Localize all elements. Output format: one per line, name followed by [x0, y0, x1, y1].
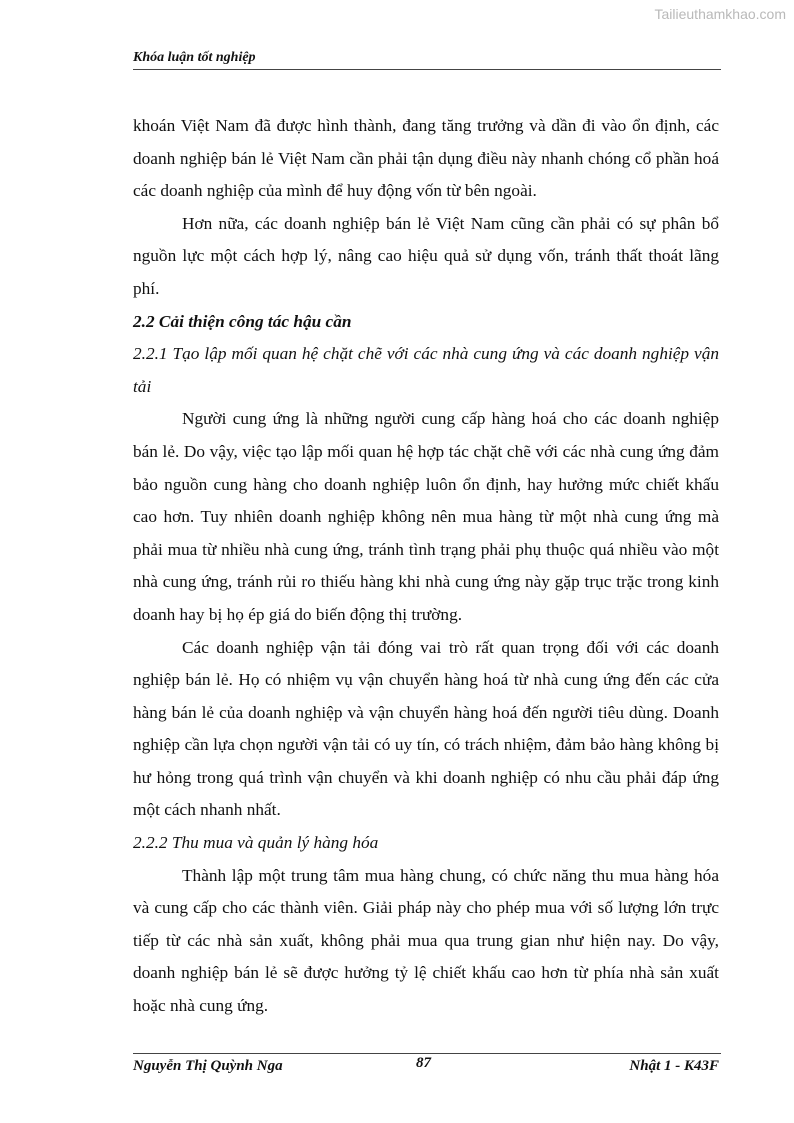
- page-number: 87: [416, 1055, 431, 1071]
- header-title: Khóa luận tốt nghiệp: [133, 50, 256, 65]
- footer-divider: [133, 1053, 721, 1054]
- paragraph: Người cung ứng là những người cung cấp hàng hoá cho các doanh nghiệp bán lẻ. Do vậy, việc tạo lập mối quan hệ hợp tác chặt chẽ với các nhà cung ứng đảm bảo nguồn cung hàng cho doanh nghiệp luôn ổn định, hay hưởng mức chiết khấu cao hơn. Tuy nhiên doanh nghiệp không nên mua hàng từ một nhà cung ứng mà phải mua từ nhiều nhà cung ứng, tránh tình trạng phải phụ thuộc quá nhiều vào một nhà cung ứng, tránh rủi ro thiếu hàng khi nhà cung ứng này gặp trục trặc trong kinh doanh hay bị họ ép giá do biến động thị trường.: [133, 409, 719, 624]
- section-heading: 2.2 Cải thiện công tác hậu cần: [133, 311, 352, 331]
- subsection-heading: 2.2.1 Tạo lập mối quan hệ chặt chẽ với các nhà cung ứng và các doanh nghiệp vận tải: [133, 344, 719, 396]
- page-header: [133, 49, 721, 70]
- page-footer: [133, 1056, 719, 1080]
- watermark: Tailieuthamkhao.com: [654, 6, 786, 22]
- footer-author: Nguyễn Thị Quỳnh Nga: [133, 1058, 283, 1074]
- footer-class: Nhật 1 - K43F: [629, 1058, 719, 1074]
- paragraph: khoán Việt Nam đã được hình thành, đang tăng trưởng và dần đi vào ổn định, các doanh nghiệp bán lẻ Việt Nam cần phải tận dụng điều này nhanh chóng cổ phần hoá các doanh nghiệp của mình để huy động vốn từ bên ngoài.: [133, 116, 719, 201]
- page-content: [133, 110, 719, 1023]
- paragraph: Thành lập một trung tâm mua hàng chung, có chức năng thu mua hàng hóa và cung cấp cho các thành viên. Giải pháp này cho phép mua với số lượng lớn trực tiếp từ các nhà sản xuất, không phải mua qua trung gian như hiện nay. Do vậy, doanh nghiệp bán lẻ sẽ được hưởng tỷ lệ chiết khấu cao hơn từ phía nhà sản xuất hoặc nhà cung ứng.: [133, 865, 719, 1016]
- paragraph: Các doanh nghiệp vận tải đóng vai trò rất quan trọng đối với các doanh nghiệp bán lẻ. Họ có nhiệm vụ vận chuyển hàng hoá từ nhà cung ứng đến các cửa hàng bán lẻ của doanh nghiệp và vận chuyển hàng hoá đến người tiêu dùng. Doanh nghiệp cần lựa chọn người vận tải có uy tín, có trách nhiệm, đảm bảo hàng không bị hư hỏng trong quá trình vận chuyển và khi doanh nghiệp có nhu cầu phải đáp ứng một cách nhanh nhất.: [133, 637, 719, 820]
- subsection-heading: 2.2.2 Thu mua và quản lý hàng hóa: [133, 833, 379, 853]
- paragraph: Hơn nữa, các doanh nghiệp bán lẻ Việt Nam cũng cần phải có sự phân bổ nguồn lực một cách hợp lý, nâng cao hiệu quả sử dụng vốn, tránh thất thoát lãng phí.: [133, 213, 719, 298]
